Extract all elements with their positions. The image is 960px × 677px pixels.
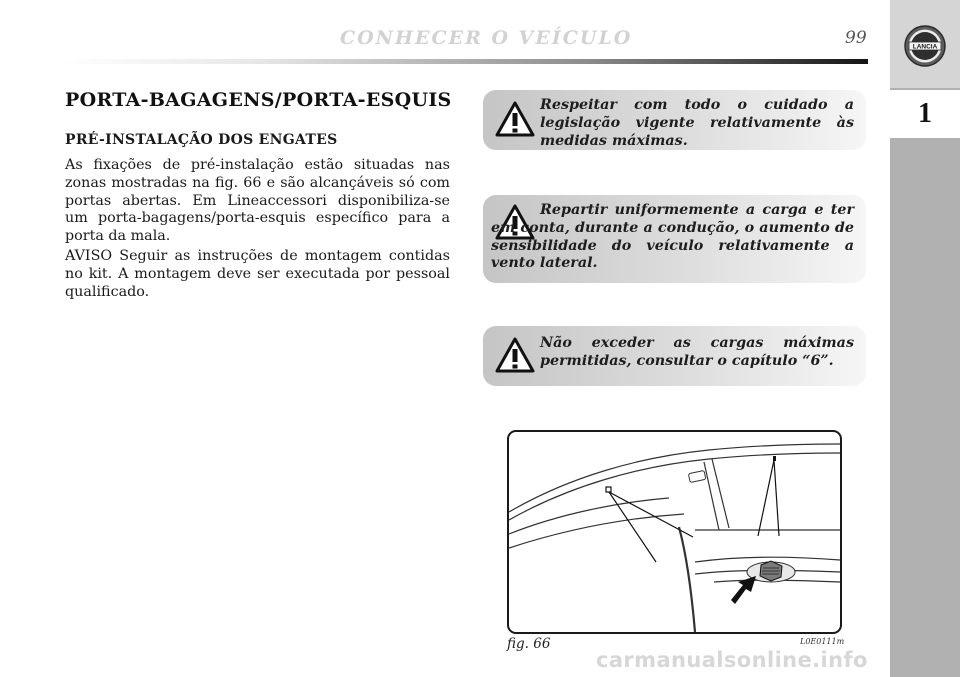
chapter-title: CONHECER O VEÍCULO	[340, 27, 633, 49]
lancia-logo-icon	[903, 24, 947, 68]
warning-triangle-icon	[495, 337, 535, 373]
figure-code: L0E0111m	[800, 637, 845, 646]
figure-caption: fig. 66	[507, 636, 551, 652]
chapter-tab-bar	[890, 0, 960, 677]
warning-box-dimensions	[483, 90, 866, 150]
roof-rack-fixing-illustration	[509, 432, 840, 632]
warning-text: Respeitar com todo o cuidado a legislação vigente relativamente às medidas máximas.	[540, 97, 854, 149]
warning-triangle-icon	[495, 101, 535, 137]
subsection-title: PRÉ-INSTALAÇÃO DOS ENGATES	[65, 132, 338, 148]
warning-box-load	[483, 195, 866, 283]
warning-box-max-load	[483, 326, 866, 386]
paragraph-notice: AVISO Seguir as instruções de montagem contidas no kit. A montagem deve ser executada por pessoal qualificado.	[65, 248, 450, 300]
header-divider	[62, 59, 868, 64]
logo-panel	[890, 0, 960, 88]
chapter-tab-1[interactable]: 1	[890, 90, 960, 138]
page-number: 99	[845, 28, 867, 48]
paragraph-fixings: As fixações de pré-instalação estão situadas nas zonas mostradas na fig. 66 e são alcançáveis só com portas abertas. Em Lineaccessori disponibiliza-se um porta-bagagens/porta-esquis específico para a porta da mala.	[65, 157, 450, 245]
watermark: carmanualsonline.info	[596, 648, 868, 672]
section-title: PORTA-BAGAGENS/PORTA-ESQUIS	[65, 89, 452, 111]
warning-text: Repartir uniformemente a carga e ter em conta, durante a condução, o aumento de sensibilidade do veículo relativamente a vento lateral.	[491, 202, 854, 272]
figure-66	[507, 430, 842, 634]
warning-text: Não exceder as cargas máximas permitidas, consultar o capítulo “6”.	[540, 335, 854, 369]
svg-text:LANCIA: LANCIA	[912, 43, 938, 51]
